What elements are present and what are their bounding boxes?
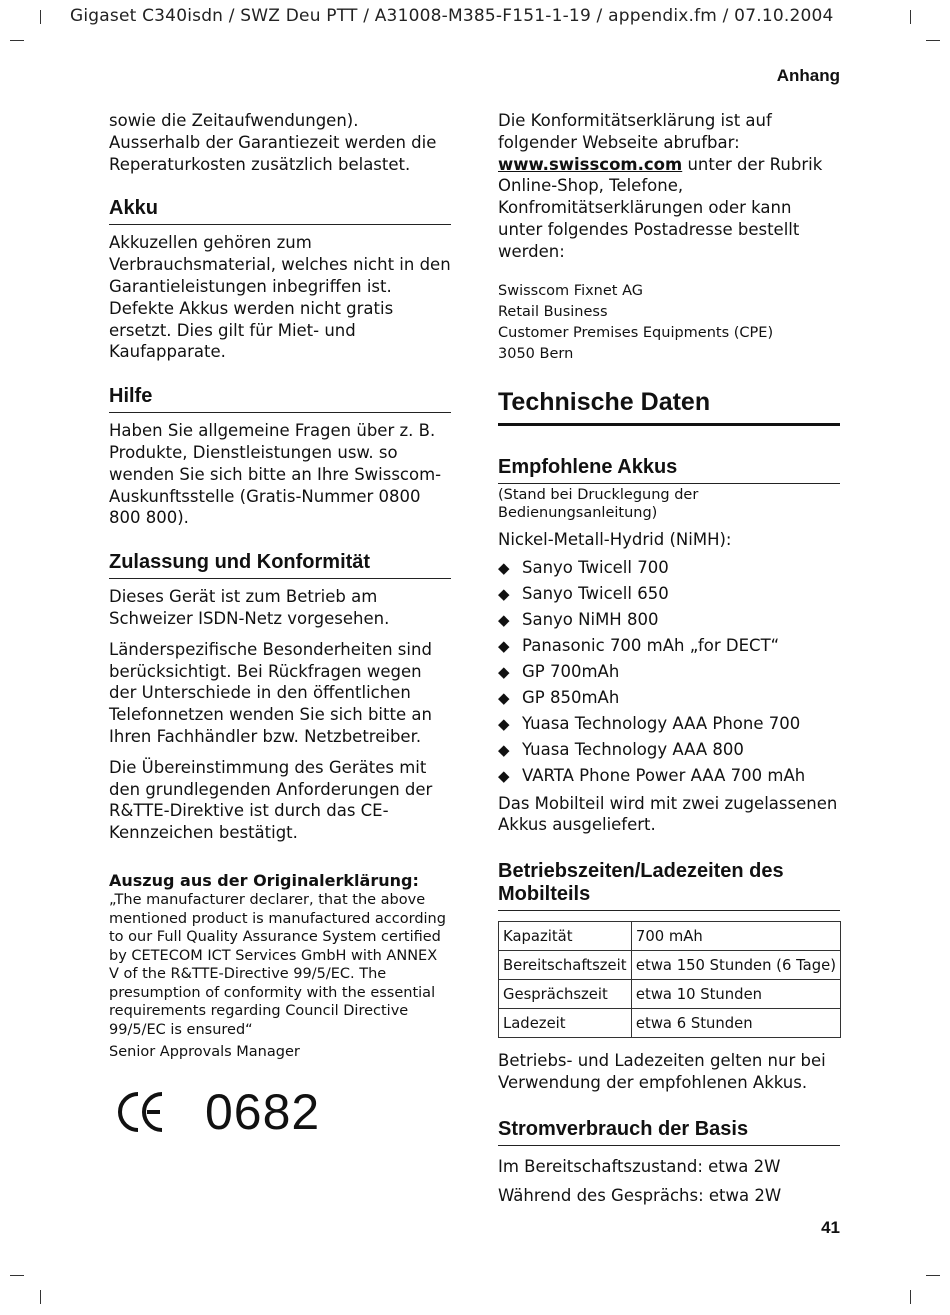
address-line: 3050 Bern bbox=[498, 345, 574, 362]
akkus-type: Nickel-Metall-Hydrid (NiMH): bbox=[498, 529, 732, 549]
technische-daten-heading: Technische Daten bbox=[498, 387, 840, 426]
stromverbrauch-line-1: Im Bereitschaftszustand: etwa 2W bbox=[498, 1156, 781, 1176]
empfohlene-akkus-heading: Empfohlene Akkus bbox=[498, 456, 840, 484]
crop-mark bbox=[40, 10, 41, 24]
table-cell-key: Kapazität bbox=[499, 922, 632, 951]
zulassung-text-3: Die Übereinstimmung des Gerätes mit den grundlegenden Anforderungen der R&TTE-Direktive ist durch das CE-Kennzeichen bestätigt. bbox=[109, 757, 433, 843]
zulassung-heading: Zulassung und Konformität bbox=[109, 551, 451, 579]
list-item bbox=[498, 685, 840, 711]
table-cell-key: Ladezeit bbox=[499, 1009, 632, 1038]
list-item-label: Panasonic 700 mAh „for DECT“ bbox=[522, 635, 780, 655]
list-item bbox=[498, 659, 840, 685]
diamond-bullet-icon: ◆ bbox=[498, 636, 510, 655]
postal-address bbox=[498, 281, 840, 365]
stromverbrauch-heading: Stromverbrauch der Basis bbox=[498, 1118, 840, 1146]
list-item bbox=[498, 711, 840, 737]
auszug-quote: „The manufacturer declarer, that the above mentioned product is manufactured according to our Full Quality Assurance System certified by CETECOM ICT Services GmbH with ANNEX V of the R&TTE-Directive 99/5/EC. The presumption of conformity with the essential requirements regarding Council Directive 99/5/EC is ensured“ bbox=[109, 891, 446, 1039]
ce-mark-icon bbox=[118, 1090, 166, 1134]
list-item bbox=[498, 555, 840, 581]
betriebszeiten-note: Betriebs- und Ladezeiten gelten nur bei Verwendung der empfohlenen Akkus. bbox=[498, 1051, 826, 1092]
section-label: Anhang bbox=[776, 66, 840, 85]
auszug-heading: Auszug aus der Originalerklärung: bbox=[109, 870, 419, 890]
akkus-list bbox=[498, 555, 840, 789]
stromverbrauch-line-2: Während des Gesprächs: etwa 2W bbox=[498, 1185, 782, 1205]
left-column bbox=[109, 110, 451, 1061]
intro-paragraph: sowie die Zeitaufwendungen). Ausserhalb der Garantiezeit werden die Reperaturkosten zusätzlich belastet. bbox=[109, 111, 437, 174]
table-row bbox=[499, 922, 841, 951]
table-cell-value: etwa 150 Stunden (6 Tage) bbox=[631, 951, 840, 980]
auszug-signatory: Senior Approvals Manager bbox=[109, 1043, 300, 1060]
konform-paragraph bbox=[498, 110, 840, 263]
table-cell-key: Gesprächszeit bbox=[499, 980, 632, 1009]
hilfe-heading: Hilfe bbox=[109, 385, 451, 413]
crop-mark bbox=[10, 40, 24, 41]
crop-mark bbox=[40, 1290, 41, 1304]
address-line: Retail Business bbox=[498, 303, 608, 320]
list-item-label: GP 700mAh bbox=[522, 661, 620, 681]
zulassung-text-2: Länderspezifische Besonderheiten sind berücksichtigt. Bei Rückfragen wegen der Unterschiede in den öffentlichen Telefonnetzen wenden Sie sich bitte an Ihren Fachhändler bzw. Netzbetreiber. bbox=[109, 639, 432, 746]
diamond-bullet-icon: ◆ bbox=[498, 688, 510, 707]
crop-mark bbox=[926, 1275, 940, 1276]
konform-text-after: unter der Rubrik Online-Shop, Telefone, Konfromitätserklärungen oder kann unter folgendes Postadresse bestellt werden: bbox=[498, 154, 823, 261]
list-item bbox=[498, 633, 840, 659]
table-cell-key: Bereitschaftszeit bbox=[499, 951, 632, 980]
running-head: Gigaset C340isdn / SWZ Deu PTT / A31008-M385-F151-1-19 / appendix.fm / 07.10.2004 bbox=[70, 6, 834, 26]
list-item-label: Sanyo Twicell 700 bbox=[522, 557, 669, 577]
table-cell-value: etwa 10 Stunden bbox=[631, 980, 840, 1009]
list-item-label: Yuasa Technology AAA 800 bbox=[522, 739, 744, 759]
list-item bbox=[498, 763, 840, 789]
akku-text: Akkuzellen gehören zum Verbrauchsmaterial, welches nicht in den Garantieleistungen inbegriffen ist. Defekte Akkus werden nicht gratis ersetzt. Dies gilt für Miet- und Kaufapparate. bbox=[109, 233, 451, 362]
hilfe-text: Haben Sie allgemeine Fragen über z. B. Produkte, Dienstleistungen usw. so wenden Sie sich bitte an Ihre Swisscom-Auskunftsstelle (Gratis-Nummer 0800 800 800). bbox=[109, 421, 442, 528]
crop-mark bbox=[926, 40, 940, 41]
akkus-note: (Stand bei Drucklegung der Bedienungsanleitung) bbox=[498, 486, 699, 522]
list-item-label: Sanyo NiMH 800 bbox=[522, 609, 659, 629]
right-column bbox=[498, 110, 840, 1215]
address-line: Customer Premises Equipments (CPE) bbox=[498, 324, 774, 341]
diamond-bullet-icon: ◆ bbox=[498, 766, 510, 785]
akku-heading: Akku bbox=[109, 197, 451, 225]
table-cell-value: 700 mAh bbox=[631, 922, 840, 951]
table-row bbox=[499, 951, 841, 980]
zulassung-text-1: Dieses Gerät ist zum Betrieb am Schweizer ISDN-Netz vorgesehen. bbox=[109, 587, 390, 628]
list-item-label: GP 850mAh bbox=[522, 687, 620, 707]
diamond-bullet-icon: ◆ bbox=[498, 558, 510, 577]
akkus-delivery: Das Mobilteil wird mit zwei zugelassenen Akkus ausgeliefert. bbox=[498, 793, 838, 835]
konform-text-before: Die Konformitätserklärung ist auf folgender Webseite abrufbar: bbox=[498, 111, 772, 152]
table-cell-value: etwa 6 Stunden bbox=[631, 1009, 840, 1038]
page-number: 41 bbox=[821, 1218, 840, 1237]
diamond-bullet-icon: ◆ bbox=[498, 740, 510, 759]
betriebszeiten-table bbox=[498, 921, 841, 1038]
diamond-bullet-icon: ◆ bbox=[498, 610, 510, 629]
diamond-bullet-icon: ◆ bbox=[498, 584, 510, 603]
list-item bbox=[498, 737, 840, 763]
address-line: Swisscom Fixnet AG bbox=[498, 282, 643, 299]
list-item bbox=[498, 581, 840, 607]
crop-mark bbox=[910, 10, 911, 24]
list-item bbox=[498, 607, 840, 633]
table-row bbox=[499, 980, 841, 1009]
crop-mark bbox=[10, 1275, 24, 1276]
betriebszeiten-heading: Betriebszeiten/Ladezeiten des Mobilteils bbox=[498, 860, 840, 911]
swisscom-link[interactable]: www.swisscom.com bbox=[498, 154, 683, 174]
table-row bbox=[499, 1009, 841, 1038]
diamond-bullet-icon: ◆ bbox=[498, 662, 510, 681]
diamond-bullet-icon: ◆ bbox=[498, 714, 510, 733]
crop-mark bbox=[910, 1290, 911, 1304]
list-item-label: Yuasa Technology AAA Phone 700 bbox=[522, 713, 801, 733]
list-item-label: VARTA Phone Power AAA 700 mAh bbox=[522, 765, 806, 785]
list-item-label: Sanyo Twicell 650 bbox=[522, 583, 669, 603]
ce-number: 0682 bbox=[205, 1084, 321, 1140]
